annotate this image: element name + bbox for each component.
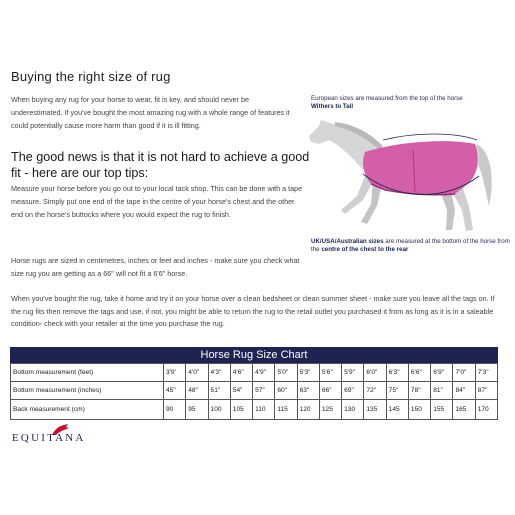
table-row	[11, 364, 498, 382]
table-cell: 4'6"	[230, 364, 252, 382]
table-cell: 4'9"	[253, 364, 275, 382]
table-cell: 6'9"	[431, 364, 453, 382]
row-label: Bottom measurement (feet)	[11, 364, 164, 382]
size-chart	[10, 347, 498, 420]
horse-illustration	[305, 114, 510, 238]
table-cell: 90	[164, 400, 186, 420]
table-cell: 87"	[475, 382, 497, 400]
equitana-logo	[12, 428, 112, 448]
chest-to-rear-label: centre of the chest to the rear	[321, 246, 409, 253]
table-cell: 69"	[342, 382, 364, 400]
table-cell: 105	[230, 400, 252, 420]
withers-to-tail-label: Withers to Tail	[311, 103, 354, 110]
table-cell: 6'6"	[408, 364, 430, 382]
table-cell: 130	[342, 400, 364, 420]
intro-paragraph: When buying any rug for your horse to wear, fit is key, and should never be underestimated. If you've bought the most amazing rug with a whole range of features it could potentially cause more harm than good if it is ill fitting.	[11, 95, 290, 130]
table-cell: 5'3"	[297, 364, 319, 382]
table-cell: 125	[319, 400, 341, 420]
table-row	[11, 382, 498, 400]
table-cell: 155	[431, 400, 453, 420]
tips-heading: The good news is that it is not hard to achieve a good fit - here are our top tips:	[11, 150, 310, 180]
horse-tail	[477, 144, 492, 206]
table-cell: 165	[453, 400, 475, 420]
withers-to-tail-line	[383, 134, 477, 140]
table-cell: 145	[386, 400, 408, 420]
row-label: Back measurement (cm)	[11, 400, 164, 420]
table-cell: 4'0"	[186, 364, 208, 382]
measure-paragraph: Measure your horse before you go out to your local tack shop. This can be done with a tape measure. Simply put one end of the tape in the centre of your horse's chest and the other end on the horse's buttocks where you would expect the rug to finish.	[11, 184, 303, 219]
table-cell: 115	[275, 400, 297, 420]
table-cell: 135	[364, 400, 386, 420]
table-cell: 5'6"	[319, 364, 341, 382]
table-cell: 110	[253, 400, 275, 420]
table-cell: 5'0"	[275, 364, 297, 382]
table-cell: 60"	[275, 382, 297, 400]
table-cell: 66"	[319, 382, 341, 400]
table-cell: 100	[208, 400, 230, 420]
table-cell: 7'3"	[475, 364, 497, 382]
sizing-paragraph: Horse rugs are sized in centimetres, inches or feet and inches - make sure you check what size rug you are getting as a 66" will not fit a 6'6" horse.	[11, 256, 300, 278]
table-cell: 78"	[408, 382, 430, 400]
table-cell: 54"	[230, 382, 252, 400]
table-cell: 75"	[386, 382, 408, 400]
table-cell: 51"	[208, 382, 230, 400]
horse-diagram	[305, 90, 510, 270]
table-cell: 81"	[431, 382, 453, 400]
table-cell: 95	[186, 400, 208, 420]
table-cell: 6'3"	[386, 364, 408, 382]
size-chart-table	[10, 363, 498, 420]
uk-sizes-label: UK/USA/Australian sizes	[311, 238, 384, 245]
table-row	[11, 400, 498, 420]
table-cell: 4'3"	[208, 364, 230, 382]
brand-name: EQUITANA	[12, 432, 86, 444]
european-note-text: European sizes are measured from the top of the horse	[311, 95, 463, 102]
table-cell: 170	[475, 400, 497, 420]
table-cell: 84"	[453, 382, 475, 400]
table-cell: 5'9"	[342, 364, 364, 382]
table-cell: 7'0"	[453, 364, 475, 382]
table-cell: 150	[408, 400, 430, 420]
uk-note-text: are measured at the bottom of the horse from the	[311, 238, 510, 253]
table-cell: 6'0"	[364, 364, 386, 382]
size-chart-title: Horse Rug Size Chart	[10, 347, 498, 363]
table-cell: 120	[297, 400, 319, 420]
table-cell: 72"	[364, 382, 386, 400]
returns-paragraph: When you've bought the rug, take it home and try it on your horse over a clean bedsheet or clean summer sheet - make sure you leave all the tags on. If the rug fits then remove the tags and use, if not, you might be able to return the rug to the retail outlet you purchased it from as long as it is in a saleable condition- check with your retailer at the time you purchase the rug.	[11, 294, 495, 328]
uk-size-note	[311, 238, 511, 254]
table-cell: 3'9'	[164, 364, 186, 382]
row-label: Bottom measurement (inches)	[11, 382, 164, 400]
table-cell: 45"	[164, 382, 186, 400]
european-size-note	[311, 95, 511, 111]
table-cell: 48"	[186, 382, 208, 400]
table-cell: 63"	[297, 382, 319, 400]
section-heading: Buying the right size of rug	[11, 69, 171, 84]
table-cell: 57"	[253, 382, 275, 400]
